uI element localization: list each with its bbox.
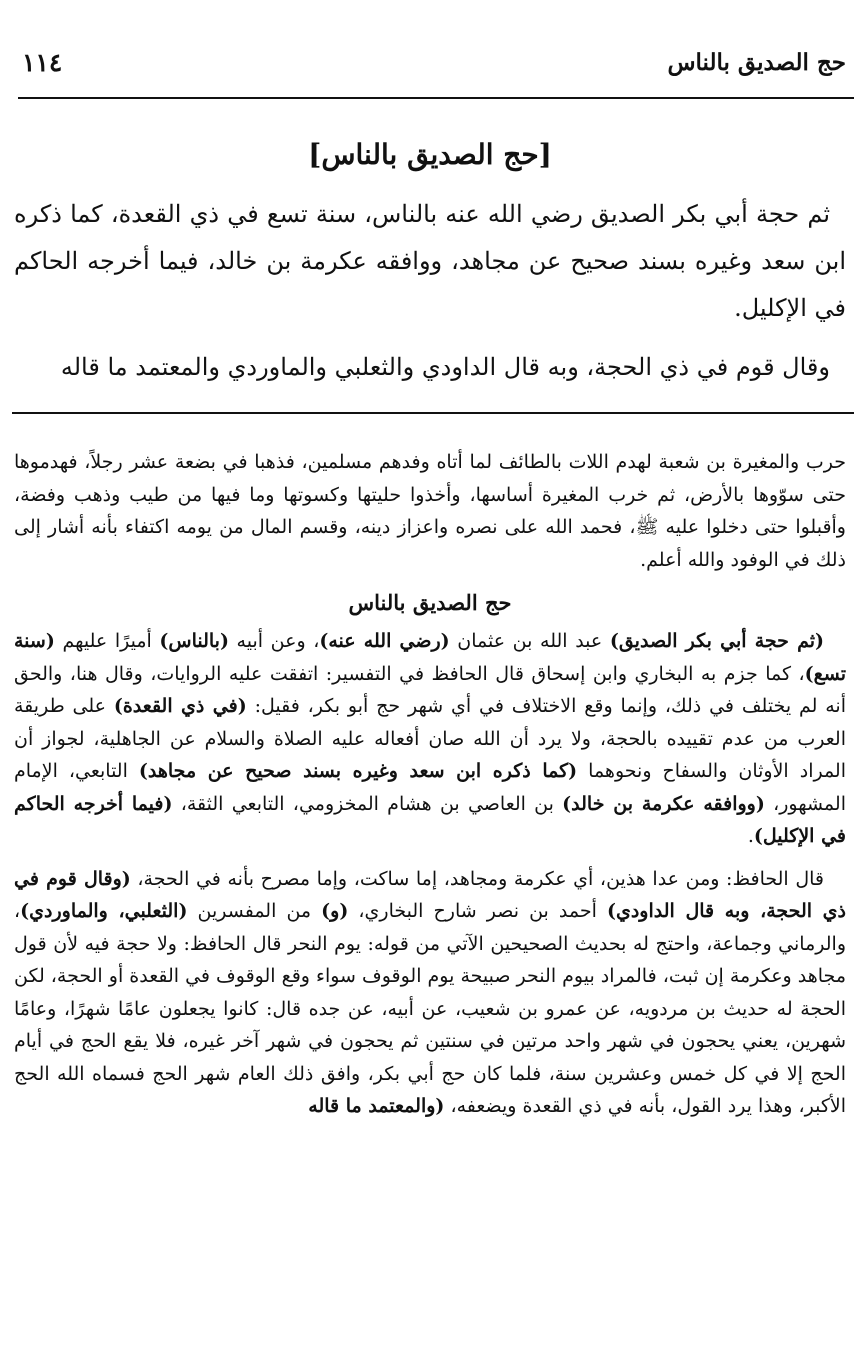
commentary-text: أميرًا عليهم — [54, 630, 160, 652]
commentary-text: ، وعن أبيه — [228, 630, 320, 652]
quoted-text: (سنة تسع) — [14, 630, 846, 685]
commentary-text: ، والرماني وجماعة، واحتج له بحديث الصحيحين الآتي من قوله: يوم النحر قال الحافظ: ولا حجة فيه لأن قول مجاهد وعكرمة إن ثبت، فالمراد بيوم النحر صبيحة يوم الوقوف سواء وقع الوقوف في القعدة أو الحجة، لكن الحجة له حديث بن مردويه، عن عمرو بن شعيب، عن أبيه، عن جده قال: كانوا يجعلون عامًا شهرًا، وعامًا شهرين، يعني يحجون في شهر واحد مرتين في سنتين ثم يحجون في شهر آخر غيره، فلا يقع الحج في أيام الحج إلا في كل خمس وعشرين سنة، فلما كان حج أبي بكر، وافق ذلك العام شهر الحج فسماه الله الحج الأكبر، وهذا يرد القول، بأنه في ذي القعدة ويضعفه، — [14, 900, 846, 1117]
commentary-text: ، كما جزم به البخاري وابن إسحاق قال الحافظ في التفسير: اتفقت عليه الروايات، وقال هنا، والحق أنه لم يختلف في ذلك، وإنما وقع الاختلاف في أي شهر حج أبو بكر، فقيل: — [14, 662, 846, 717]
quoted-text: (وقال قوم في ذي الحجة، وبه قال الداودي) — [14, 867, 846, 922]
main-text-paragraph-2: وقال قوم في ذي الحجة، وبه قال الداودي والثعلبي والماوردي والمعتمد ما قاله — [60, 353, 830, 381]
quoted-text: (ثم حجة أبي بكر الصديق) — [609, 630, 824, 652]
commentary-heading: حج الصديق بالناس — [348, 590, 512, 615]
commentary-text: التابعي، الإمام المشهور، — [14, 760, 846, 815]
quoted-text: (الثعلبي، والماوردي) — [20, 900, 188, 922]
commentary-paragraph-1: حرب والمغيرة بن شعبة لهدم اللات بالطائف لما أتاه وفدهم مسلمين، فذهبا في بضعة عشر رجلاً، فهدموها حتى سوّوها بالأرض، ثم خرب المغيرة أساسها، وأخذوا حليتها وكسوتها وما فيها من طيب وذهب وفضة، وأقبلوا حتى دخلوا عليه ﷺ، فحمد الله على نصره واعزاز دينه، وقسم المال من يومه اكتفاء بأنه أشار إلى ذلك في الوفود والله أعلم. — [14, 451, 846, 571]
quoted-text: (رضي الله عنه) — [319, 630, 450, 652]
quoted-text: (ووافقه عكرمة بن خالد) — [562, 792, 765, 815]
quoted-text: (والمعتمد ما قاله — [308, 1095, 445, 1117]
commentary-text: أحمد بن نصر شارح البخاري، — [348, 900, 607, 922]
running-title: حج الصديق بالناس — [667, 48, 846, 76]
commentary-text: من المفسرين — [187, 900, 322, 922]
header-rule — [18, 97, 854, 99]
commentary-text: بن العاصي بن هشام المخزومي، التابعي الثقة، — [172, 792, 563, 815]
commentary-paragraph-2 — [14, 625, 846, 853]
commentary-text: قال الحافظ: ومن عدا هذين، أي عكرمة ومجاهد، إما ساكت، وإما مصرح بأنه في الحجة، — [130, 867, 824, 890]
commentary-text: . — [747, 825, 754, 847]
commentary-text: عبد الله بن عثمان — [449, 630, 610, 652]
quoted-text: (و) — [321, 900, 349, 922]
quoted-text: (فيما أخرجه الحاكم في الإكليل) — [14, 792, 846, 847]
main-text-section — [14, 138, 846, 391]
running-header — [22, 42, 846, 82]
commentary-paragraph-3 — [14, 863, 846, 1123]
commentary-text: على طريقة العرب من عدم تقييده بالحجة، ولا يرد أن الله صان أفعاله عليه الصلاة والسلام عن الجاهلية، لجواز أن المراد الأوثان والسفاح ونحوهما — [14, 695, 847, 782]
quoted-text: (بالناس) — [159, 630, 229, 652]
commentary-separator — [12, 412, 854, 414]
commentary-section — [14, 446, 846, 1123]
quoted-text: (في ذي القعدة) — [113, 695, 247, 717]
main-text-paragraph-1: ثم حجة أبي بكر الصديق رضي الله عنه بالناس، سنة تسع في ذي القعدة، كما ذكره ابن سعد وغيره بسند صحيح عن مجاهد، ووافقه عكرمة بن خالد، فيما أخرجه الحاكم في الإكليل. — [14, 200, 847, 322]
page-number: ١١٤ — [22, 47, 63, 77]
quoted-text: (كما ذكره ابن سعد وغيره بسند صحيح عن مجاهد) — [138, 760, 578, 782]
section-heading: [حج الصديق بالناس] — [308, 138, 552, 171]
